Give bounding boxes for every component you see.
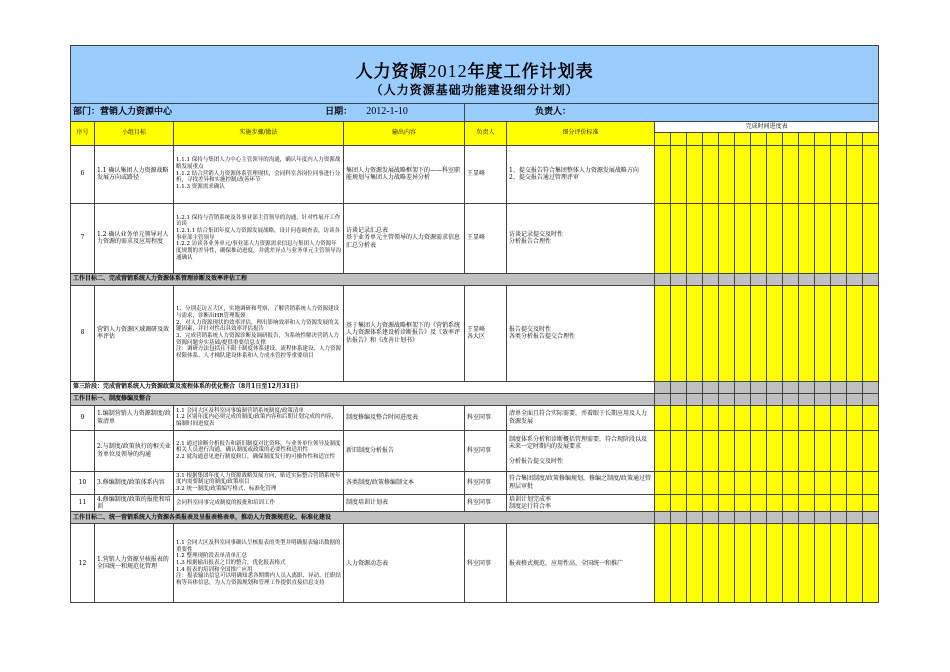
cell-content: 1.2.1 保持与营销系统及各事业部主管领导的沟通，针对性展开工作访谈 1.2.1.1 结合集团年度人力资源发展战略，设计问卷调查表，访谈各事业部主管领导 1.2.2 访谈各业务单元/事业部人力资源需求信息与集团人力资源年度规划的差异性，确保推动进度，并就差异点与业务单元主管领导沟通确认 bbox=[174, 203, 344, 273]
progress-cell bbox=[863, 203, 879, 273]
progress-cell bbox=[719, 381, 735, 393]
work-plan-sheet bbox=[70, 45, 879, 603]
progress-cell bbox=[863, 471, 879, 494]
owner-label: 负责人： bbox=[535, 106, 572, 117]
cell-no: 6 bbox=[71, 145, 95, 203]
progress-cell bbox=[655, 273, 671, 285]
progress-cell bbox=[863, 381, 879, 393]
progress-cell bbox=[783, 524, 799, 603]
progress-cell bbox=[703, 405, 719, 430]
progress-header-cell bbox=[751, 132, 767, 145]
cell-goal: 4.修编制度/政策的报批和培训 bbox=[95, 494, 174, 512]
progress-header-cell bbox=[655, 132, 671, 145]
progress-cell bbox=[703, 203, 719, 273]
cell-owner: 王显峰 bbox=[465, 145, 507, 203]
cell-owner: 科室同事 bbox=[465, 471, 507, 494]
progress-cell bbox=[815, 471, 831, 494]
cell-owner: 科室同事 bbox=[465, 430, 507, 471]
progress-cell bbox=[671, 494, 687, 512]
progress-cell bbox=[751, 494, 767, 512]
progress-cell bbox=[783, 393, 799, 405]
progress-header-cell bbox=[735, 132, 751, 145]
progress-cell bbox=[751, 381, 767, 393]
progress-cell bbox=[655, 524, 671, 603]
header-owner: 负责人 bbox=[465, 121, 507, 145]
header-standard: 细分评价标准 bbox=[507, 121, 655, 145]
progress-cell bbox=[671, 381, 687, 393]
cell-output: 人力资源动态表 bbox=[344, 524, 465, 603]
progress-cell bbox=[863, 273, 879, 285]
dept-cell bbox=[71, 103, 465, 121]
progress-header-cell bbox=[719, 132, 735, 145]
progress-cell bbox=[719, 203, 735, 273]
progress-cell bbox=[847, 405, 863, 430]
cell-content: 2.1 通过诊断分析报告和新旧制度对比资料，与业务单位领导及制度相关人员进行沟通，确认制度或政策的必要性和适用性 2.2 就沟通意见进行制度修订，确保制度发行的可操作性和适宜性 bbox=[174, 430, 344, 471]
progress-header-cell bbox=[703, 132, 719, 145]
progress-cell bbox=[815, 381, 831, 393]
progress-cell bbox=[655, 381, 671, 393]
progress-cell bbox=[831, 381, 847, 393]
progress-cell bbox=[863, 405, 879, 430]
progress-cell bbox=[687, 512, 703, 524]
progress-cell bbox=[687, 145, 703, 203]
cell-output: 制度修编及整合时间进度表 bbox=[344, 405, 465, 430]
cell-content: 1、分别走访五大区，实地调研和考察，了解营销系统人力资源建设与需求，诊断出HR管理瓶颈 2、对人力资源现状的效率评估，理出影响效率和人力资源发展的关键因素，并针对性出具效率评估报告 3、完成营销系统人力资源诊断及调研报告，为系统性解决营销人力资源问题夯实基础/提供重要信息支撑 注：调研方法包括且不限于制度体系建设、流程体系建设、人力资源权限体系、人才梯队建设体系和人力成本管控等重要项目 bbox=[174, 285, 344, 381]
progress-cell bbox=[687, 524, 703, 603]
progress-header-cell bbox=[687, 132, 703, 145]
progress-cell bbox=[735, 145, 751, 203]
progress-cell bbox=[799, 430, 815, 471]
progress-cell bbox=[703, 285, 719, 381]
cell-standard: 报告提交及时性 各类分析报告提交合理性 bbox=[507, 285, 655, 381]
progress-cell bbox=[799, 494, 815, 512]
progress-cell bbox=[703, 524, 719, 603]
progress-cell bbox=[863, 393, 879, 405]
cell-standard: 访谈记录提交及时性 分析报告合理性 bbox=[507, 203, 655, 273]
progress-cell bbox=[815, 273, 831, 285]
section-row bbox=[71, 273, 879, 285]
section-row bbox=[71, 381, 879, 393]
progress-header-cell bbox=[767, 132, 783, 145]
progress-cell bbox=[671, 393, 687, 405]
sheet-title bbox=[71, 46, 879, 104]
cell-output: 各类制度/政策修编制文本 bbox=[344, 471, 465, 494]
cell-no bbox=[71, 430, 95, 471]
progress-cell bbox=[831, 203, 847, 273]
header-no: 序号 bbox=[71, 121, 95, 145]
progress-cell bbox=[799, 145, 815, 203]
cell-owner: 科室同事 bbox=[465, 405, 507, 430]
progress-cell bbox=[767, 273, 783, 285]
table-row bbox=[71, 203, 879, 273]
cell-goal: 1.编制营销人力资源制度/政策清单 bbox=[95, 405, 174, 430]
progress-cell bbox=[735, 524, 751, 603]
progress-cell bbox=[671, 285, 687, 381]
progress-cell bbox=[655, 430, 671, 471]
cell-content: 1.1.1 保持与集团人力中心主管领导的沟通，确认年度内人力资源战略发展重点 1.1.2 结合营销人力资源体系管理现状，会同科室各岗位同事进行分析，寻找差异和实施控制/改善环节 1.1.3 资源需求确认 bbox=[174, 145, 344, 203]
progress-cell bbox=[799, 405, 815, 430]
cell-output: 基于集团人力资源战略框架下的《营销系统人力资源体系建设析诊断报告》及《效率评估报告》和《改善计划书》 bbox=[344, 285, 465, 381]
progress-header-cell bbox=[863, 132, 879, 145]
cell-output: 新旧制度分析报告 bbox=[344, 430, 465, 471]
header-output: 输出内容 bbox=[344, 121, 465, 145]
cell-content: 1.1 会同大区及科室同事编制营销系统制度/政策清单 1.2 区别年度内必须完成的制度/政策内容和后期计划完成的内容，编制时间进度表 bbox=[174, 405, 344, 430]
progress-cell bbox=[783, 512, 799, 524]
progress-cell bbox=[655, 145, 671, 203]
title-main bbox=[73, 47, 876, 83]
progress-cell bbox=[815, 285, 831, 381]
progress-cell bbox=[863, 524, 879, 603]
progress-cell bbox=[815, 405, 831, 430]
cell-goal: 2.与制度/政策执行的相关业务单位及领导的沟通 bbox=[95, 430, 174, 471]
cell-owner: 王显峰 bbox=[465, 203, 507, 273]
progress-cell bbox=[655, 494, 671, 512]
progress-cell bbox=[847, 524, 863, 603]
table-row bbox=[71, 285, 879, 381]
progress-cell bbox=[703, 393, 719, 405]
title-subtitle: （人力资源基础功能建设细分计划） bbox=[370, 82, 579, 97]
progress-cell bbox=[671, 524, 687, 603]
cell-standard: 报表格式规范，应用性高，全国统一和推广 bbox=[507, 524, 655, 603]
progress-cell bbox=[687, 381, 703, 393]
section-row bbox=[71, 393, 879, 405]
progress-cell bbox=[703, 494, 719, 512]
section-row bbox=[71, 512, 879, 524]
progress-cell bbox=[751, 430, 767, 471]
dept-value: 营销人力资源中心 bbox=[100, 106, 173, 117]
progress-cell bbox=[863, 512, 879, 524]
progress-cell bbox=[719, 145, 735, 203]
progress-cell bbox=[831, 524, 847, 603]
progress-cell bbox=[687, 430, 703, 471]
progress-cell bbox=[735, 203, 751, 273]
progress-cell bbox=[831, 471, 847, 494]
progress-cell bbox=[799, 285, 815, 381]
cell-standard: 清单全面且符合实际需要，并着眼于长期应用及人力资源发展 bbox=[507, 405, 655, 430]
progress-cell bbox=[767, 430, 783, 471]
progress-cell bbox=[847, 285, 863, 381]
progress-cell bbox=[767, 285, 783, 381]
progress-cell bbox=[783, 381, 799, 393]
progress-cell bbox=[783, 285, 799, 381]
progress-cell bbox=[655, 285, 671, 381]
progress-cell bbox=[815, 512, 831, 524]
progress-cell bbox=[863, 285, 879, 381]
progress-cell bbox=[767, 524, 783, 603]
progress-cell bbox=[703, 430, 719, 471]
progress-cell bbox=[847, 471, 863, 494]
progress-cell bbox=[847, 381, 863, 393]
dept-label: 部门： bbox=[73, 106, 101, 117]
title-prefix: 人力资源 bbox=[355, 62, 428, 82]
progress-cell bbox=[831, 145, 847, 203]
table-row bbox=[71, 524, 879, 603]
progress-cell bbox=[799, 273, 815, 285]
progress-cell bbox=[671, 471, 687, 494]
progress-cell bbox=[655, 393, 671, 405]
progress-header-cell bbox=[783, 132, 799, 145]
progress-cell bbox=[751, 393, 767, 405]
progress-header-cell bbox=[847, 132, 863, 145]
progress-cell bbox=[783, 145, 799, 203]
cell-owner: 科室同事 bbox=[465, 494, 507, 512]
progress-cell bbox=[735, 512, 751, 524]
table-row bbox=[71, 405, 879, 430]
progress-cell bbox=[703, 381, 719, 393]
owner-cell bbox=[465, 103, 879, 121]
progress-cell bbox=[719, 494, 735, 512]
progress-cell bbox=[847, 145, 863, 203]
progress-cell bbox=[767, 494, 783, 512]
title-year: 2012 bbox=[427, 61, 468, 81]
title-suffix: 年度工作计划表 bbox=[467, 62, 594, 82]
progress-cell bbox=[655, 203, 671, 273]
progress-cell bbox=[671, 430, 687, 471]
progress-cell bbox=[671, 145, 687, 203]
cell-goal: 营销人力资源区域调研及效率评估 bbox=[95, 285, 174, 381]
cell-no: 12 bbox=[71, 524, 95, 603]
progress-cell bbox=[767, 381, 783, 393]
cell-goal: 1.2 确认业务单元领导对人力资源的需求及应用程度 bbox=[95, 203, 174, 273]
progress-cell bbox=[863, 145, 879, 203]
progress-cell bbox=[719, 393, 735, 405]
progress-cell bbox=[815, 524, 831, 603]
progress-cell bbox=[719, 524, 735, 603]
progress-cell bbox=[783, 494, 799, 512]
progress-cell bbox=[687, 203, 703, 273]
progress-cell bbox=[687, 273, 703, 285]
cell-goal: 3.修编制度/政策体系内容 bbox=[95, 471, 174, 494]
cell-no: 10 bbox=[71, 471, 95, 494]
progress-header-cell bbox=[799, 132, 815, 145]
cell-standard: 培训计划完成率 制度运行符合率 bbox=[507, 494, 655, 512]
progress-header-cell bbox=[831, 132, 847, 145]
table-row bbox=[71, 471, 879, 494]
progress-cell bbox=[719, 405, 735, 430]
cell-goal: 1.1 确认集团人力资源战略发展方向或路径 bbox=[95, 145, 174, 203]
progress-cell bbox=[751, 471, 767, 494]
cell-goal: 1.营销人力资源呈核报表的全国统一和规范化管理 bbox=[95, 524, 174, 603]
progress-cell bbox=[783, 405, 799, 430]
progress-cell bbox=[767, 145, 783, 203]
progress-cell bbox=[703, 273, 719, 285]
progress-cell bbox=[847, 494, 863, 512]
cell-no: 8 bbox=[71, 285, 95, 381]
progress-cell bbox=[671, 512, 687, 524]
progress-cell bbox=[719, 471, 735, 494]
progress-cell bbox=[751, 524, 767, 603]
progress-cell bbox=[767, 405, 783, 430]
progress-cell bbox=[847, 393, 863, 405]
progress-header-cell bbox=[671, 132, 687, 145]
progress-cell bbox=[799, 203, 815, 273]
section-title: 工作目标二、完成营销系统人力资源体系管理诊断及效率评估工程 bbox=[71, 273, 655, 285]
progress-cell bbox=[671, 203, 687, 273]
progress-cell bbox=[751, 512, 767, 524]
progress-cell bbox=[751, 405, 767, 430]
progress-cell bbox=[735, 494, 751, 512]
progress-cell bbox=[863, 430, 879, 471]
cell-owner: 王显峰 各大区 bbox=[465, 285, 507, 381]
progress-cell bbox=[831, 273, 847, 285]
date-label: 日期： bbox=[325, 106, 353, 117]
header-goal: 小组目标 bbox=[95, 121, 174, 145]
progress-cell bbox=[815, 494, 831, 512]
cell-owner: 科室同事 bbox=[465, 524, 507, 603]
progress-cell bbox=[719, 512, 735, 524]
progress-cell bbox=[687, 471, 703, 494]
progress-cell bbox=[799, 381, 815, 393]
progress-cell bbox=[671, 405, 687, 430]
progress-cell bbox=[655, 512, 671, 524]
header-progress: 完成时间进度表 bbox=[655, 121, 879, 132]
progress-header-cell bbox=[815, 132, 831, 145]
cell-output: 集团人力资源发展战略框架下的——科室职能规划与集团人力战略差异分析 bbox=[344, 145, 465, 203]
progress-cell bbox=[735, 393, 751, 405]
progress-cell bbox=[751, 203, 767, 273]
cell-output: 制度培训计划表 bbox=[344, 494, 465, 512]
cell-content: 会同科室同事完成制度的报批和培训工作 bbox=[174, 494, 344, 512]
progress-cell bbox=[655, 471, 671, 494]
progress-cell bbox=[831, 512, 847, 524]
section-title: 工作目标二、统一营销系统人力资源各类报表及呈报表格表单，推动人力资源规范化、标准化建设 bbox=[71, 512, 655, 524]
progress-cell bbox=[735, 273, 751, 285]
progress-cell bbox=[783, 430, 799, 471]
phase-title: 第三阶段：完成营销系统人力资源政策及流程体系的优化整合（8月1日至12月31日） bbox=[71, 381, 655, 393]
progress-cell bbox=[751, 145, 767, 203]
cell-content: 3.1 根据集团年度人力资源战略发展方向，贴近实际整合营销系统年度内需要制定的制度/政策项目 3.2 统一制度/政策编写格式、标准化管理 bbox=[174, 471, 344, 494]
progress-cell bbox=[719, 273, 735, 285]
progress-cell bbox=[655, 405, 671, 430]
progress-cell bbox=[831, 393, 847, 405]
table-row bbox=[71, 430, 879, 471]
progress-cell bbox=[783, 203, 799, 273]
progress-cell bbox=[703, 145, 719, 203]
progress-cell bbox=[799, 471, 815, 494]
progress-cell bbox=[767, 512, 783, 524]
progress-cell bbox=[719, 285, 735, 381]
progress-cell bbox=[687, 393, 703, 405]
cell-content: 1.1 会同大区及科室同事确认呈核报表的类型并明确报表输出数据的重要性 1.2 整理现阶段表单清单汇总 1.3 根据输出报表之目的整合，优化报表格式 1.4 报表的培训和全国推广应用 注：报表输出信息可以明确知悉各期期内人员入离职、异动、任职结构等具体信息，为人力资源规划和管理工作提供直接信息支持 bbox=[174, 524, 344, 603]
cell-standard: 符合集团制度/政策修编规划，修编之制度/政策通过管理层审批 bbox=[507, 471, 655, 494]
progress-cell bbox=[703, 471, 719, 494]
progress-cell bbox=[815, 430, 831, 471]
date-value: 2012-1-10 bbox=[366, 105, 408, 117]
table-row bbox=[71, 494, 879, 512]
progress-cell bbox=[863, 494, 879, 512]
progress-cell bbox=[831, 285, 847, 381]
cell-no: 9 bbox=[71, 405, 95, 430]
progress-cell bbox=[735, 405, 751, 430]
progress-cell bbox=[671, 273, 687, 285]
progress-cell bbox=[815, 203, 831, 273]
progress-cell bbox=[719, 430, 735, 471]
cell-no: 11 bbox=[71, 494, 95, 512]
progress-cell bbox=[767, 471, 783, 494]
cell-output: 访谈记录汇总表 基于业务单元主管领导的人力资源需求信息汇总分析表 bbox=[344, 203, 465, 273]
progress-cell bbox=[735, 285, 751, 381]
cell-standard: 1、提交报告符合集团整体人力资源发展战略方向 2、提交报告通过管理评审 bbox=[507, 145, 655, 203]
progress-cell bbox=[687, 285, 703, 381]
progress-cell bbox=[767, 203, 783, 273]
progress-cell bbox=[783, 273, 799, 285]
header-content: 实施步骤/做法 bbox=[174, 121, 344, 145]
progress-cell bbox=[687, 405, 703, 430]
progress-cell bbox=[703, 512, 719, 524]
progress-cell bbox=[831, 494, 847, 512]
progress-cell bbox=[847, 203, 863, 273]
progress-cell bbox=[831, 405, 847, 430]
section-title: 工作目标一、制度修编及整合 bbox=[71, 393, 655, 405]
progress-cell bbox=[751, 285, 767, 381]
progress-cell bbox=[815, 393, 831, 405]
progress-cell bbox=[767, 393, 783, 405]
table-row bbox=[71, 145, 879, 203]
progress-cell bbox=[799, 393, 815, 405]
progress-cell bbox=[815, 145, 831, 203]
progress-cell bbox=[735, 430, 751, 471]
progress-cell bbox=[847, 273, 863, 285]
cell-no: 7 bbox=[71, 203, 95, 273]
progress-cell bbox=[735, 471, 751, 494]
progress-cell bbox=[847, 430, 863, 471]
progress-cell bbox=[735, 381, 751, 393]
progress-cell bbox=[687, 494, 703, 512]
progress-cell bbox=[799, 512, 815, 524]
progress-cell bbox=[847, 512, 863, 524]
progress-cell bbox=[799, 524, 815, 603]
progress-cell bbox=[831, 430, 847, 471]
cell-standard: 制度体系分析和诊断概括管理需要，符合现阶段以及未来一定时期内的发展要求 分析报告提交及时性 bbox=[507, 430, 655, 471]
progress-cell bbox=[783, 471, 799, 494]
progress-cell bbox=[751, 273, 767, 285]
